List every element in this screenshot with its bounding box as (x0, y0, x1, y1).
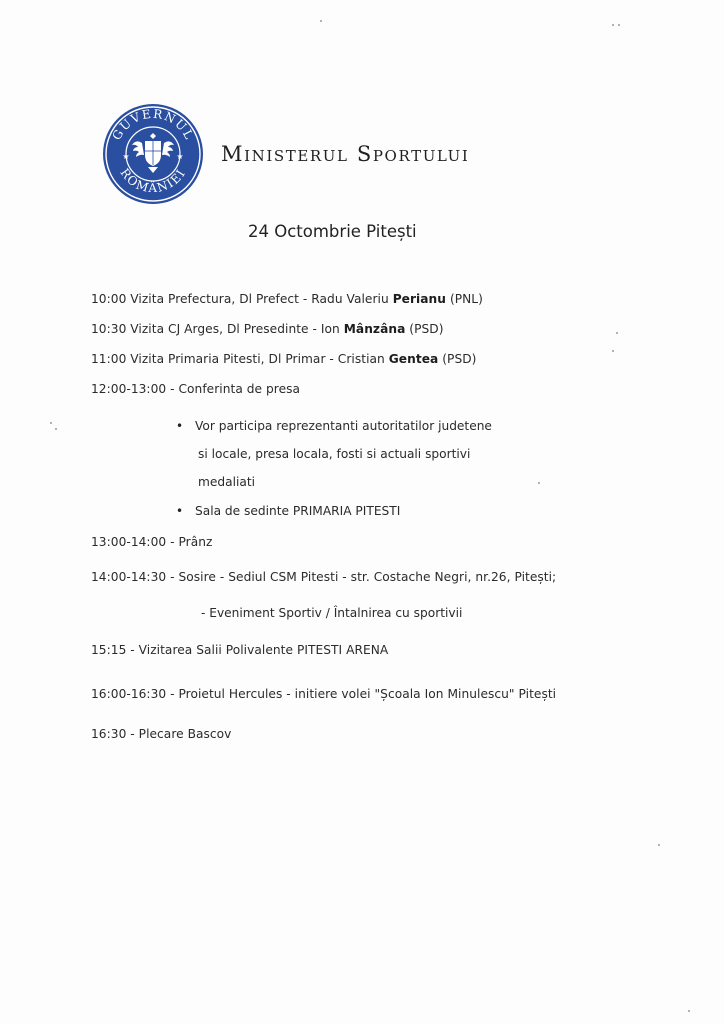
schedule-item (91, 292, 483, 306)
schedule-item (91, 322, 444, 336)
schedule-item (91, 382, 300, 396)
schedule-item: 15:15 - Vizitarea Salii Polivalente PITESTI ARENA (91, 643, 389, 657)
schedule-item: 16:00-16:30 - Proietul Hercules - initiere volei "Școala Ion Minulescu" Pitești (91, 687, 557, 701)
bullet-text: si locale, presa locala, fosti si actuali sportivi (198, 447, 471, 461)
schedule-text: 10:30 Vizita CJ Arges, Dl Presedinte - Ion (91, 322, 344, 336)
bullet-text: Sala de sedinte PRIMARIA PITESTI (195, 504, 401, 518)
schedule-item (91, 352, 476, 366)
scan-speck (616, 332, 618, 334)
seal-text-bottom: ROMÂNIEI (117, 165, 189, 196)
schedule-item: 13:00-14:00 - Prânz (91, 535, 213, 549)
scan-speck (658, 844, 660, 846)
schedule-item: 14:00-14:30 - Sosire - Sediul CSM Pitesti - str. Costache Negri, nr.26, Pitești; (91, 570, 557, 584)
government-seal-icon (102, 103, 204, 205)
scan-speck (538, 482, 540, 484)
party-label: (PSD) (405, 322, 444, 336)
scan-speck (320, 20, 322, 22)
official-name: Mânzâna (343, 322, 406, 336)
bullet-icon: • (176, 504, 184, 518)
scan-speck (50, 422, 52, 424)
bullet-text: medaliati (198, 475, 255, 489)
scan-speck (612, 350, 614, 352)
schedule-text: 10:00 Vizita Prefectura, Dl Prefect - Radu Valeriu (91, 292, 393, 306)
seal-text-top: GUVERNUL (109, 106, 197, 143)
svg-text:★: ★ (176, 152, 184, 161)
party-label: (PNL) (446, 292, 483, 306)
scan-speck (618, 24, 620, 26)
official-name: Perianu (392, 292, 447, 306)
official-name: Gentea (388, 352, 439, 366)
schedule-subitem: - Eveniment Sportiv / Întalnirea cu sportivii (201, 606, 463, 620)
ministry-name: Ministerul Sportului (221, 142, 470, 166)
schedule-text: 12:00-13:00 - Conferinta de presa (91, 382, 301, 396)
document-title: 24 Octombrie Pitești (248, 222, 417, 241)
svg-text:★: ★ (122, 152, 130, 161)
schedule-text: 11:00 Vizita Primaria Pitesti, Dl Primar - Cristian (91, 352, 389, 366)
scan-speck (55, 428, 57, 430)
scan-speck (688, 1010, 690, 1012)
schedule-item: 16:30 - Plecare Bascov (91, 727, 232, 741)
scan-speck (612, 24, 614, 26)
party-label: (PSD) (438, 352, 477, 366)
bullet-icon: • (176, 419, 184, 433)
letterhead (102, 103, 469, 205)
bullet-text: Vor participa reprezentanti autoritatilor judetene (195, 419, 492, 433)
